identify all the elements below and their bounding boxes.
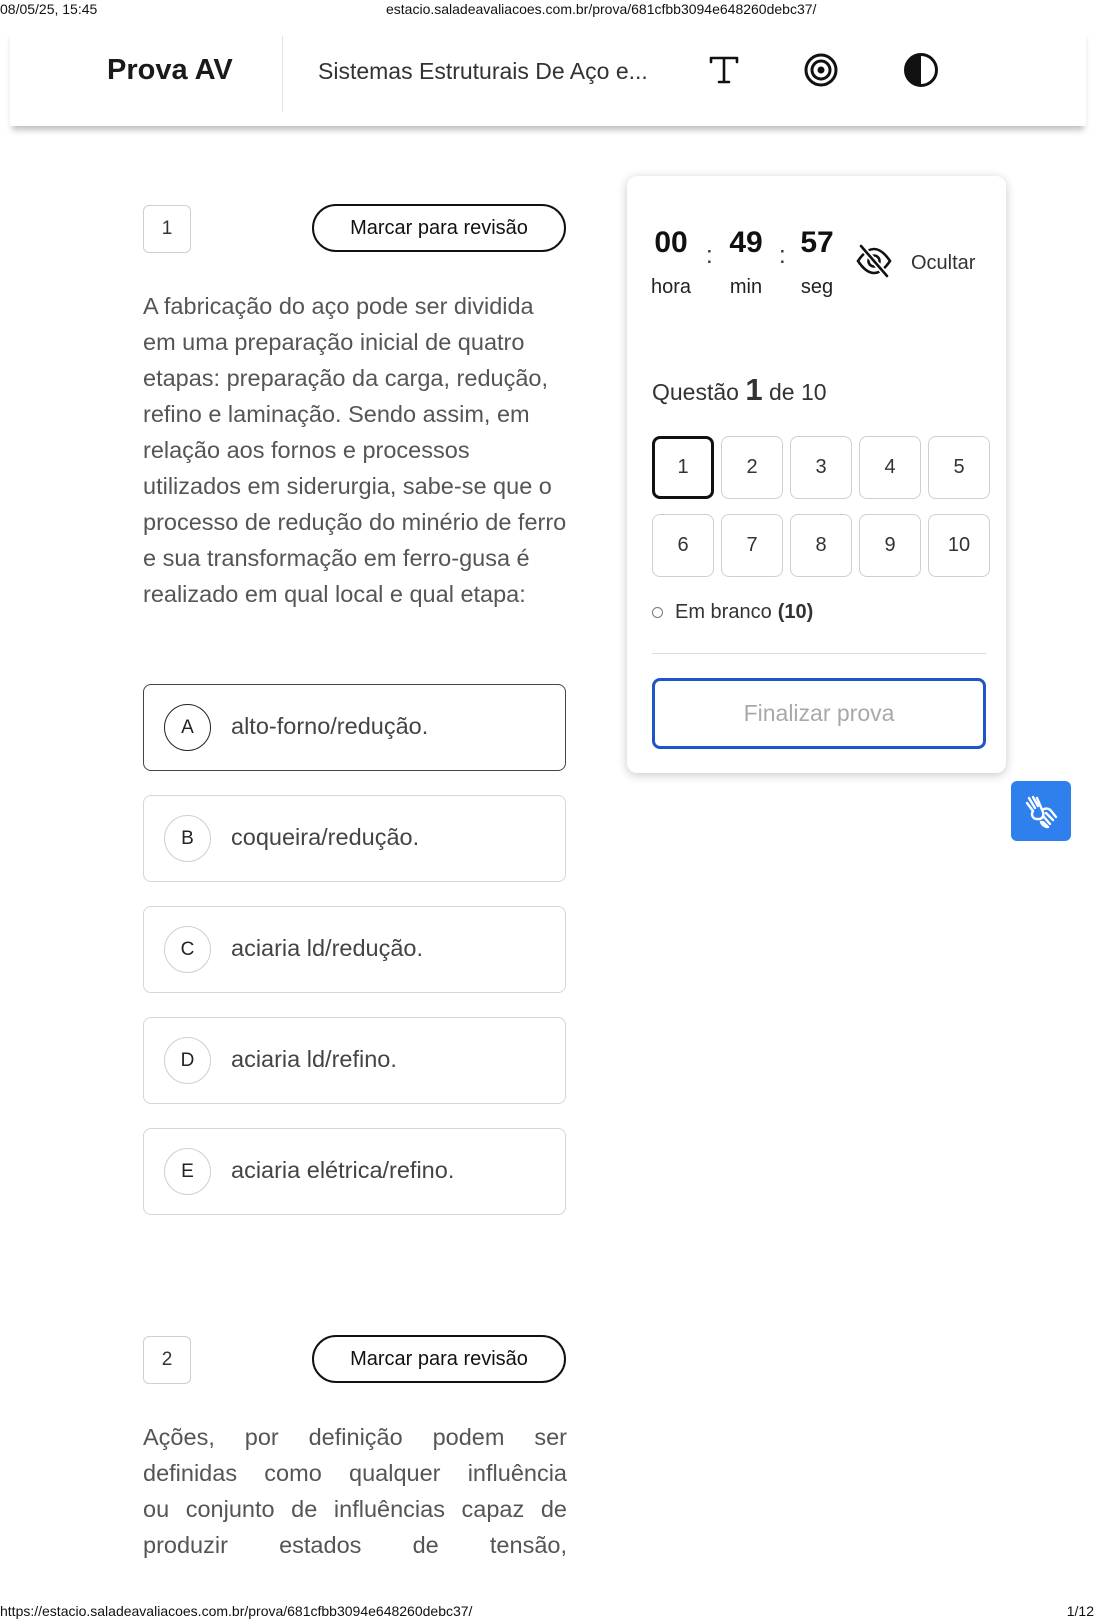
timer-separator: : <box>779 242 786 269</box>
finish-exam-button[interactable]: Finalizar prova <box>652 678 986 749</box>
blank-status-dot-icon <box>652 607 663 618</box>
question-button-9[interactable]: 9 <box>859 514 921 577</box>
counter-current: 1 <box>745 372 763 407</box>
question-button-4[interactable]: 4 <box>859 436 921 499</box>
print-footer <box>0 1601 1094 1623</box>
mark-for-review-button[interactable]: Marcar para revisão <box>312 1335 566 1383</box>
print-page-number: 1/12 <box>1066 1603 1094 1619</box>
timer-hours: 00 <box>654 226 688 259</box>
option-text: aciaria elétrica/refino. <box>231 1157 455 1183</box>
option-letter: E <box>164 1148 211 1195</box>
blank-label: Em branco <box>675 601 772 623</box>
course-title: Sistemas Estruturais De Aço e... <box>318 58 648 84</box>
timer-hours-label: hora <box>650 276 692 298</box>
timer-minutes-label: min <box>729 276 763 298</box>
question-button-1[interactable]: 1 <box>652 436 714 499</box>
question-text-line: definidas como qualquer influência <box>143 1460 567 1486</box>
option-text: coqueira/redução. <box>231 824 420 850</box>
print-url: estacio.saladeavaliacoes.com.br/prova/681cfbb3094e648260debc37/ <box>386 1 817 17</box>
timer-seconds: 57 <box>800 226 834 259</box>
brand-title: Prova AV <box>107 54 233 86</box>
question-button-10[interactable]: 10 <box>928 514 990 577</box>
counter-suffix: de 10 <box>768 379 827 405</box>
option-letter: C <box>164 926 211 973</box>
option-letter: B <box>164 815 211 862</box>
question-text-line: produzir estados de tensão, <box>143 1532 567 1558</box>
question-button-2[interactable]: 2 <box>721 436 783 499</box>
mark-for-review-button[interactable]: Marcar para revisão <box>312 204 566 252</box>
question-button-8[interactable]: 8 <box>790 514 852 577</box>
exam-panel <box>627 176 1006 773</box>
timer-seconds-label: seg <box>800 276 834 298</box>
option-e[interactable] <box>143 1128 566 1215</box>
option-text: aciaria ld/refino. <box>231 1046 397 1072</box>
counter-prefix: Questão <box>652 379 739 405</box>
blank-status <box>652 601 813 624</box>
print-datetime: 08/05/25, 15:45 <box>0 1 98 17</box>
timer-minutes: 49 <box>729 226 763 259</box>
question-counter <box>652 372 827 408</box>
option-d[interactable] <box>143 1017 566 1104</box>
option-b[interactable] <box>143 795 566 882</box>
blank-count: (10) <box>777 601 814 623</box>
question-button-3[interactable]: 3 <box>790 436 852 499</box>
question-text-line: Ações, por definição podem ser <box>143 1424 567 1450</box>
question-button-7[interactable]: 7 <box>721 514 783 577</box>
target-icon[interactable] <box>801 50 841 90</box>
print-footer-url: https://estacio.saladeavaliacoes.com.br/prova/681cfbb3094e648260debc37/ <box>0 1603 473 1619</box>
option-text: alto-forno/redução. <box>231 713 429 739</box>
timer-separator: : <box>706 242 713 269</box>
option-letter: A <box>164 704 211 751</box>
contrast-icon[interactable] <box>901 50 941 90</box>
question-text: A fabricação do aço pode ser dividida em uma preparação inicial de quatro etapas: preparação da carga, redução, refino e laminação. Sendo assim, em relação aos fornos e processos utilizados em siderurgia, sabe-se que o processo de redução do minério de ferro e sua transformação em ferro-gusa é realizado em qual local e qual etapa: <box>143 293 567 607</box>
hide-timer-button[interactable]: Ocultar <box>911 252 976 274</box>
question-text-line: ou conjunto de influências capaz de <box>143 1496 567 1522</box>
top-bar <box>10 30 1086 126</box>
option-a[interactable] <box>143 684 566 771</box>
question-number-badge: 1 <box>143 205 191 253</box>
question-button-6[interactable]: 6 <box>652 514 714 577</box>
print-header <box>0 0 1094 22</box>
option-text: aciaria ld/redução. <box>231 935 424 961</box>
option-letter: D <box>164 1037 211 1084</box>
eye-off-icon[interactable] <box>855 242 893 285</box>
question-number-badge: 2 <box>143 1336 191 1384</box>
sign-language-icon <box>1022 792 1060 830</box>
text-size-icon[interactable] <box>704 50 744 90</box>
sign-language-button[interactable] <box>1011 781 1071 841</box>
panel-divider <box>652 653 986 654</box>
header-divider <box>282 36 283 112</box>
option-c[interactable] <box>143 906 566 993</box>
question-button-5[interactable]: 5 <box>928 436 990 499</box>
